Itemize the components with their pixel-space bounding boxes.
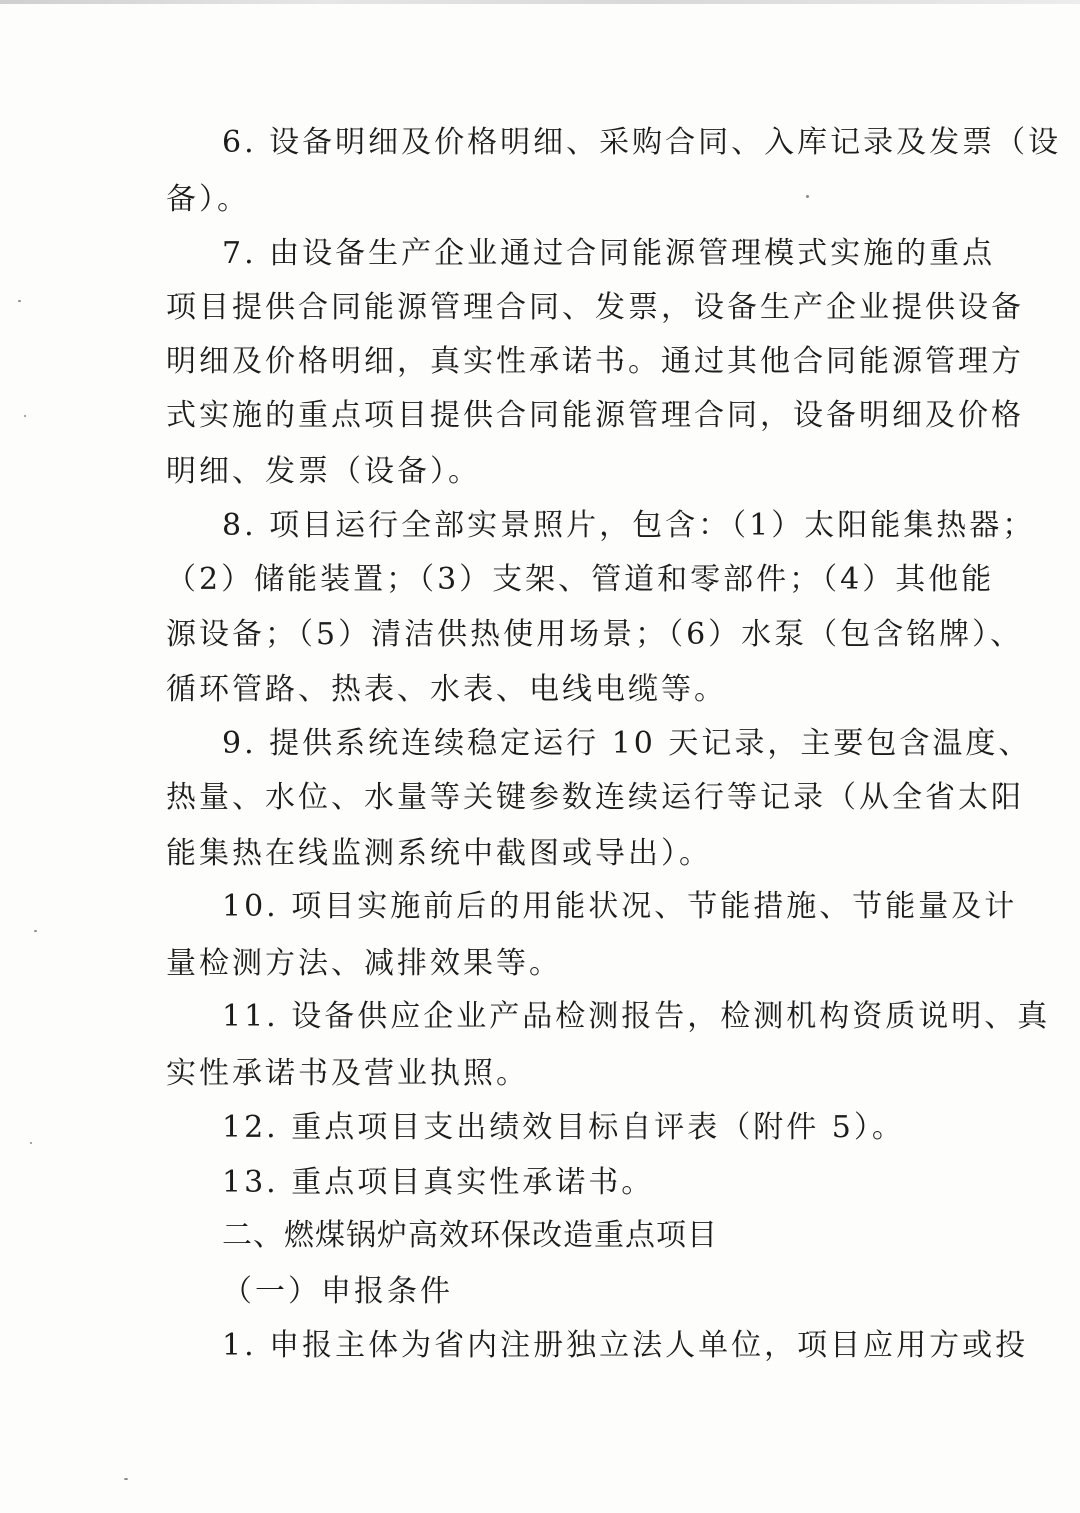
scan-speck bbox=[18, 300, 21, 302]
scan-speck bbox=[30, 1142, 32, 1144]
doc-line-9: （2）储能装置；（3）支架、管道和零部件；（4）其他能 bbox=[166, 562, 995, 597]
doc-line-5: 明细及价格明细，真实性承诺书。通过其他合同能源管理方 bbox=[166, 344, 1024, 379]
doc-line-6: 式实施的重点项目提供合同能源管理合同，设备明细及价格 bbox=[166, 398, 1024, 433]
doc-line-16: 量检测方法、减排效果等。 bbox=[166, 946, 562, 981]
doc-line-15: 10. 项目实施前后的用能状况、节能措施、节能量及计 bbox=[222, 889, 1018, 924]
scan-speck bbox=[24, 415, 26, 417]
doc-line-13: 热量、水位、水量等关键参数连续运行等记录（从全省太阳 bbox=[166, 780, 1024, 815]
doc-line-3: 7. 由设备生产企业通过合同能源管理模式实施的重点 bbox=[222, 236, 996, 271]
scan-speck bbox=[124, 1478, 128, 1480]
doc-line-2: 备）。 bbox=[166, 182, 250, 217]
doc-line-18: 实性承诺书及营业执照。 bbox=[166, 1056, 529, 1091]
doc-line-19: 12. 重点项目支出绩效目标自评表（附件 5）。 bbox=[222, 1110, 905, 1145]
doc-line-10: 源设备；（5）清洁供热使用场景；（6）水泵（包含铭牌）、 bbox=[166, 617, 1024, 652]
doc-line-17: 11. 设备供应企业产品检测报告，检测机构资质说明、真 bbox=[222, 999, 1051, 1034]
doc-line-8: 8. 项目运行全部实景照片，包含：（1）太阳能集热器； bbox=[222, 508, 1036, 543]
section-heading: 二、燃煤锅炉高效环保改造重点项目 bbox=[222, 1218, 718, 1253]
doc-line-12: 9. 提供系统连续稳定运行 10 天记录，主要包含温度、 bbox=[222, 726, 1032, 761]
doc-line-20: 13. 重点项目真实性承诺书。 bbox=[222, 1165, 655, 1200]
doc-line-14: 能集热在线监测系统中截图或导出）。 bbox=[166, 836, 712, 871]
doc-line-1: 6. 设备明细及价格明细、采购合同、入库记录及发票（设 bbox=[222, 125, 1062, 160]
doc-line-7: 明细、发票（设备）。 bbox=[166, 454, 481, 489]
subsection-heading: （一）申报条件 bbox=[222, 1274, 453, 1309]
doc-line-23: 1. 申报主体为省内注册独立法人单位，项目应用方或投 bbox=[222, 1328, 1029, 1363]
doc-line-11: 循环管路、热表、水表、电线电缆等。 bbox=[166, 672, 727, 707]
scan-top-edge bbox=[0, 0, 1080, 4]
scan-speck bbox=[34, 930, 37, 932]
doc-line-4: 项目提供合同能源管理合同、发票，设备生产企业提供设备 bbox=[166, 290, 1024, 325]
scan-speck bbox=[806, 195, 809, 198]
